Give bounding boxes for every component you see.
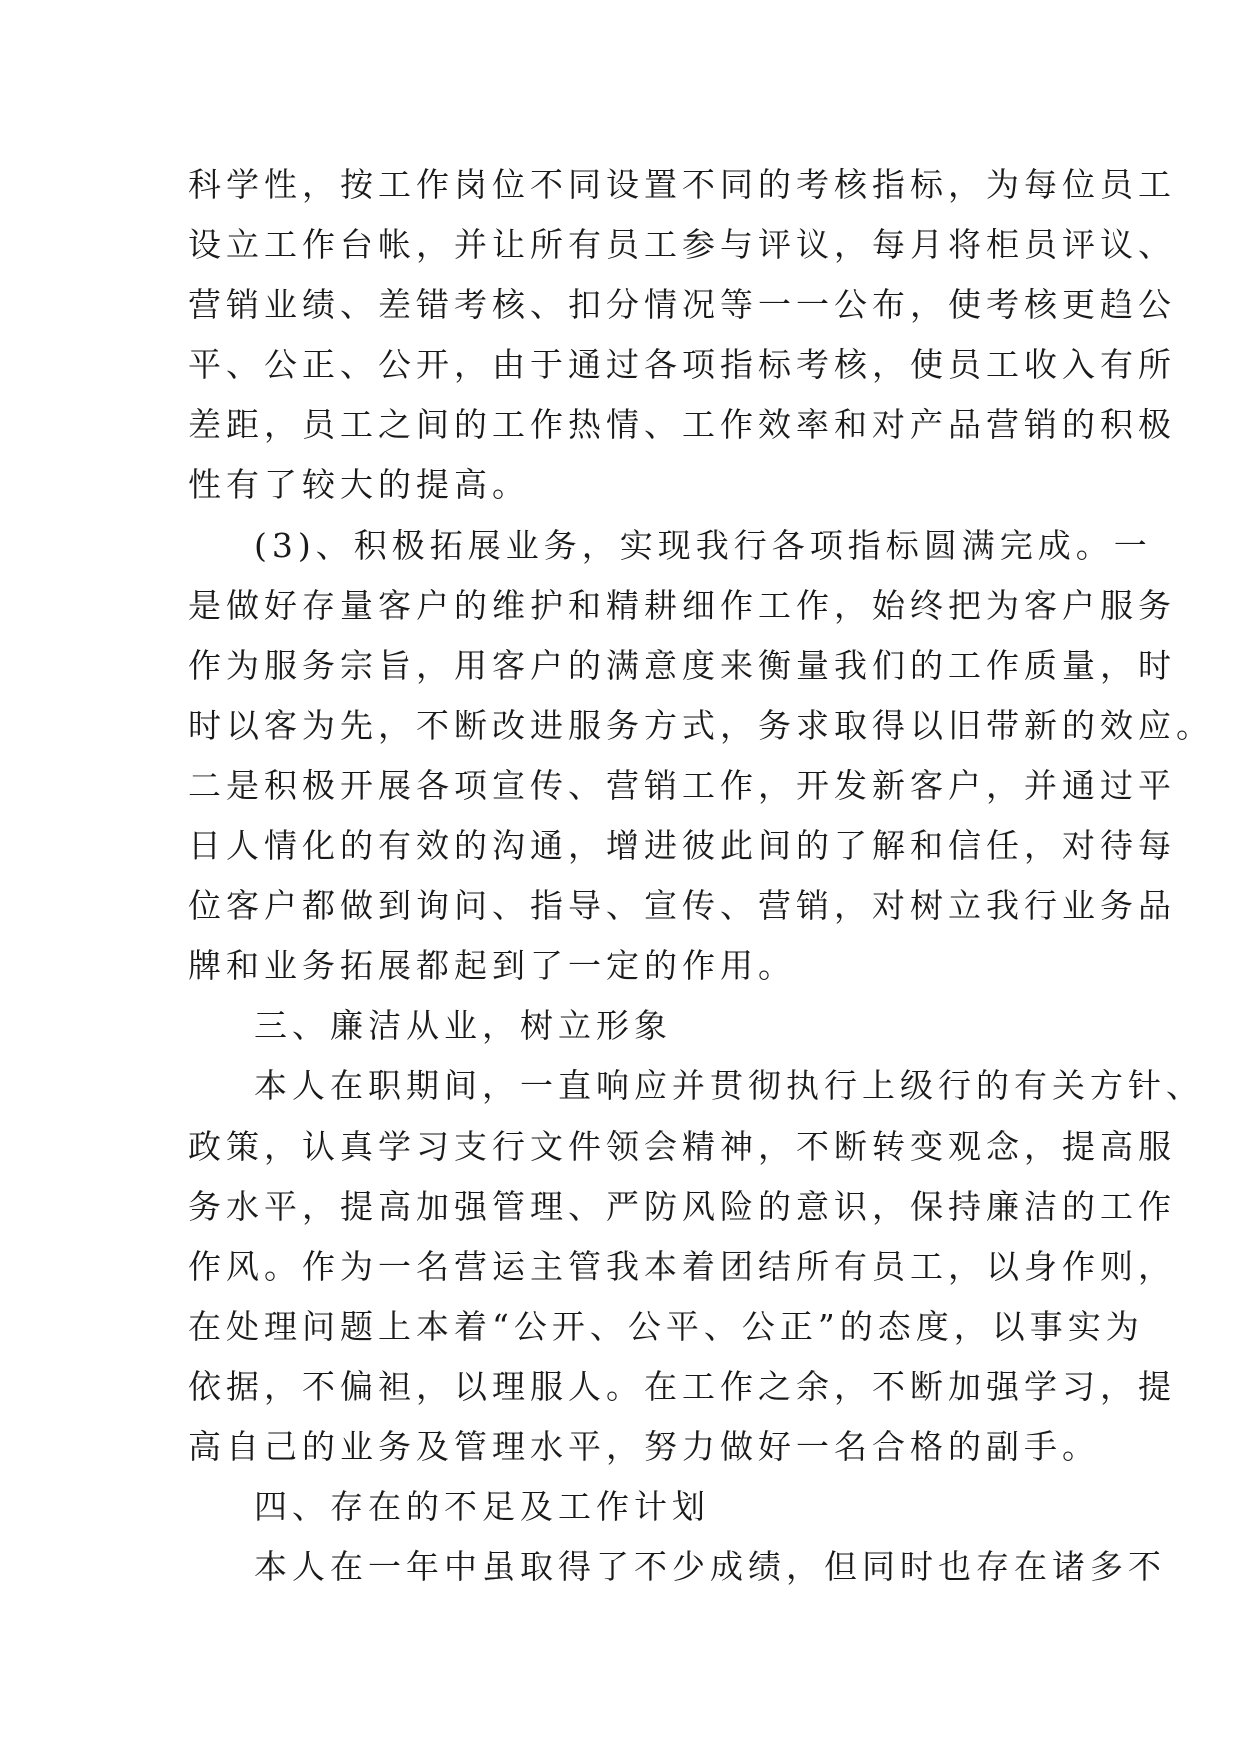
- paragraph-start-line: 本人在职期间，一直响应并贯彻执行上级行的有关方针、: [254, 1066, 1204, 1106]
- text-line: 平、公正、公开，由于通过各项指标考核，使员工收入有所: [188, 345, 1176, 385]
- text-line: 设立工作台帐，并让所有员工参与评议，每月将柜员评议、: [188, 225, 1176, 265]
- text-line: 性有了较大的提高。: [188, 465, 530, 505]
- text-line: 科学性，按工作岗位不同设置不同的考核指标，为每位员工: [188, 165, 1176, 204]
- document-body: [188, 155, 1214, 1597]
- text-line: 二是积极开展各项宣传、营销工作，开发新客户，并通过平: [188, 765, 1176, 805]
- text-line: 位客户都做到询问、指导、宣传、营销，对树立我行业务品: [188, 886, 1176, 926]
- text-line: 时以客为先，不断改进服务方式，务求取得以旧带新的效应。: [188, 705, 1214, 745]
- text-line: 高自己的业务及管理水平，努力做好一名合格的副手。: [188, 1426, 1100, 1466]
- paragraph-start-line: (3)、积极拓展业务，实现我行各项指标圆满完成。一: [254, 525, 1152, 565]
- text-line: 务水平，提高加强管理、严防风险的意识，保持廉洁的工作: [188, 1186, 1176, 1226]
- paragraph-start-line: 本人在一年中虽取得了不少成绩，但同时也存在诸多不: [254, 1547, 1166, 1587]
- text-line: 作风。作为一名营运主管我本着团结所有员工，以身作则，: [188, 1246, 1176, 1286]
- text-line: 牌和业务拓展都起到了一定的作用。: [188, 946, 796, 986]
- section-heading: 四、存在的不足及工作计划: [254, 1487, 710, 1527]
- text-line: 在处理问题上本着“公开、公平、公正”的态度，以事实为: [188, 1306, 1144, 1346]
- text-line: 营销业绩、差错考核、扣分情况等一一公布，使考核更趋公: [188, 285, 1176, 325]
- section-heading: 三、廉洁从业，树立形象: [254, 1006, 672, 1046]
- text-line: 日人情化的有效的沟通，增进彼此间的了解和信任，对待每: [188, 826, 1176, 866]
- text-line: 作为服务宗旨，用客户的满意度来衡量我们的工作质量，时: [188, 645, 1176, 685]
- text-line: 依据，不偏袒，以理服人。在工作之余，不断加强学习，提: [188, 1366, 1176, 1406]
- text-line: 差距，员工之间的工作热情、工作效率和对产品营销的积极: [188, 405, 1176, 445]
- text-line: 是做好存量客户的维护和精耕细作工作，始终把为客户服务: [188, 585, 1176, 625]
- text-line: 政策，认真学习支行文件领会精神，不断转变观念，提高服: [188, 1126, 1176, 1166]
